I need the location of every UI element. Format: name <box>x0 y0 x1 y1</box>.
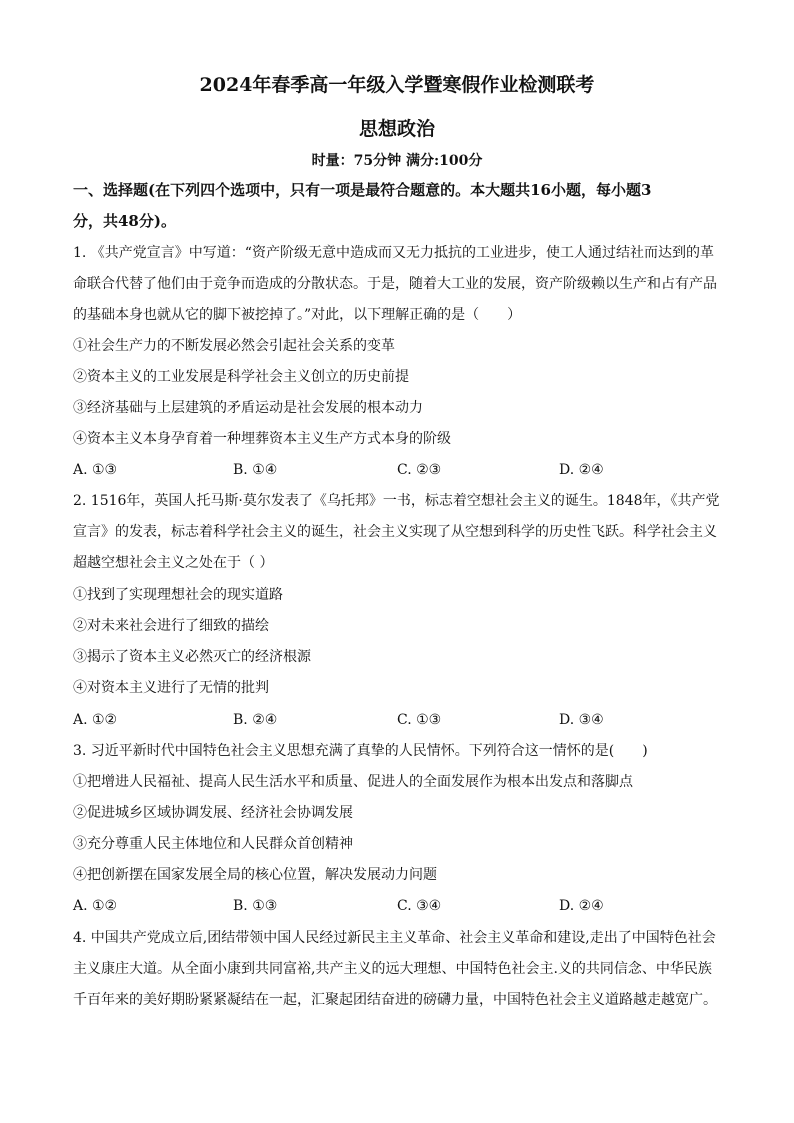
q3-item-1: ①把增进人民福祉、提高人民生活水平和质量、促进人的全面发展作为根本出发点和落脚点 <box>73 774 633 790</box>
q4-stem-line-2: 主义康庄大道。从全面小康到共同富裕,共产主义的远大理想、中国特色社会主.义的共同信念、中华民族 <box>73 961 712 977</box>
q3-item-2: ②促进城乡区域协调发展、经济社会协调发展 <box>73 805 353 821</box>
q1-stem-line-2: 命联合代替了他们由于竞争而造成的分散状态。于是，随着大工业的发展，资产阶级赖以生产和占有产品 <box>73 276 717 292</box>
q1-stem-line-1: 1. 《共产党宣言》中写道：“资产阶级无意中造成而又无力抵抗的工业进步，使工人通过结社而达到的革 <box>73 245 714 261</box>
q1-option-d[interactable]: D. ②④ <box>559 462 604 478</box>
q2-option-a[interactable]: A. ①② <box>73 712 118 728</box>
q2-option-d[interactable]: D. ③④ <box>559 712 604 728</box>
q3-stem-line-1: 3. 习近平新时代中国特色社会主义思想充满了真挚的人民情怀。下列符合这一情怀的是( ) <box>73 743 648 759</box>
q4-stem-line-1: 4. 中国共产党成立后,团结带领中国人民经过新民主主义革命、社会主义革命和建设,走出了中国特色社会 <box>73 930 716 946</box>
q3-option-a[interactable]: A. ①② <box>73 898 118 914</box>
q2-item-2: ②对未来社会进行了细致的描绘 <box>73 618 269 634</box>
q1-option-b[interactable]: B. ①④ <box>233 462 278 478</box>
q1-item-1: ①社会生产力的不断发展必然会引起社会关系的变革 <box>73 338 395 354</box>
section-heading-line-1: 一、选择题(在下列四个选项中，只有一项是最符合题意的。本大题共16小题，每小题3 <box>73 181 652 199</box>
q3-options <box>73 896 733 916</box>
q2-stem-line-2: 宣言》的发表，标志着科学社会主义的诞生，社会主义实现了从空想到科学的历史性飞跃。科学社会主义 <box>73 524 717 540</box>
q1-option-c[interactable]: C. ②③ <box>397 462 442 478</box>
q2-option-b[interactable]: B. ②④ <box>233 712 278 728</box>
q3-item-4: ④把创新摆在国家发展全局的核心位置，解决发展动力问题 <box>73 867 437 883</box>
q1-option-a[interactable]: A. ①③ <box>73 462 118 478</box>
exam-title: 2024年春季高一年级入学暨寒假作业检测联考 <box>199 74 595 96</box>
q3-option-b[interactable]: B. ①③ <box>233 898 278 914</box>
section-heading-line-2: 分，共48分)。 <box>73 212 176 230</box>
q2-item-1: ①找到了实现理想社会的现实道路 <box>73 587 283 603</box>
q1-item-2: ②资本主义的工业发展是科学社会主义创立的历史前提 <box>73 369 409 385</box>
subject-title: 思想政治 <box>358 118 435 140</box>
q3-option-c[interactable]: C. ③④ <box>397 898 442 914</box>
q1-options <box>73 460 733 480</box>
q2-stem-line-3: 超越空想社会主义之处在于（ ） <box>73 555 274 571</box>
q1-item-3: ③经济基础与上层建筑的矛盾运动是社会发展的根本动力 <box>73 400 423 416</box>
q3-item-3: ③充分尊重人民主体地位和人民群众首创精神 <box>73 836 353 852</box>
q2-item-3: ③揭示了资本主义必然灭亡的经济根源 <box>73 649 311 665</box>
time-score-info: 时量：75分钟 满分:100分 <box>311 153 483 169</box>
q2-options <box>73 710 733 730</box>
q3-option-d[interactable]: D. ②④ <box>559 898 604 914</box>
q2-option-c[interactable]: C. ①③ <box>397 712 442 728</box>
q1-item-4: ④资本主义本身孕育着一种埋葬资本主义生产方式本身的阶级 <box>73 431 451 447</box>
q2-stem-line-1: 2. 1516年，英国人托马斯·莫尔发表了《乌托邦》一书，标志着空想社会主义的诞生。1848年，《共产党 <box>73 493 720 509</box>
q2-item-4: ④对资本主义进行了无情的批判 <box>73 680 269 696</box>
q4-stem-line-3: 千百年来的美好期盼紧紧凝结在一起，汇聚起团结奋进的磅礴力量，中国特色社会主义道路越走越宽广。 <box>73 992 717 1008</box>
q1-stem-line-3: 的基础本身也就从它的脚下被挖掉了。”对此，以下理解正确的是（ ） <box>73 307 522 323</box>
